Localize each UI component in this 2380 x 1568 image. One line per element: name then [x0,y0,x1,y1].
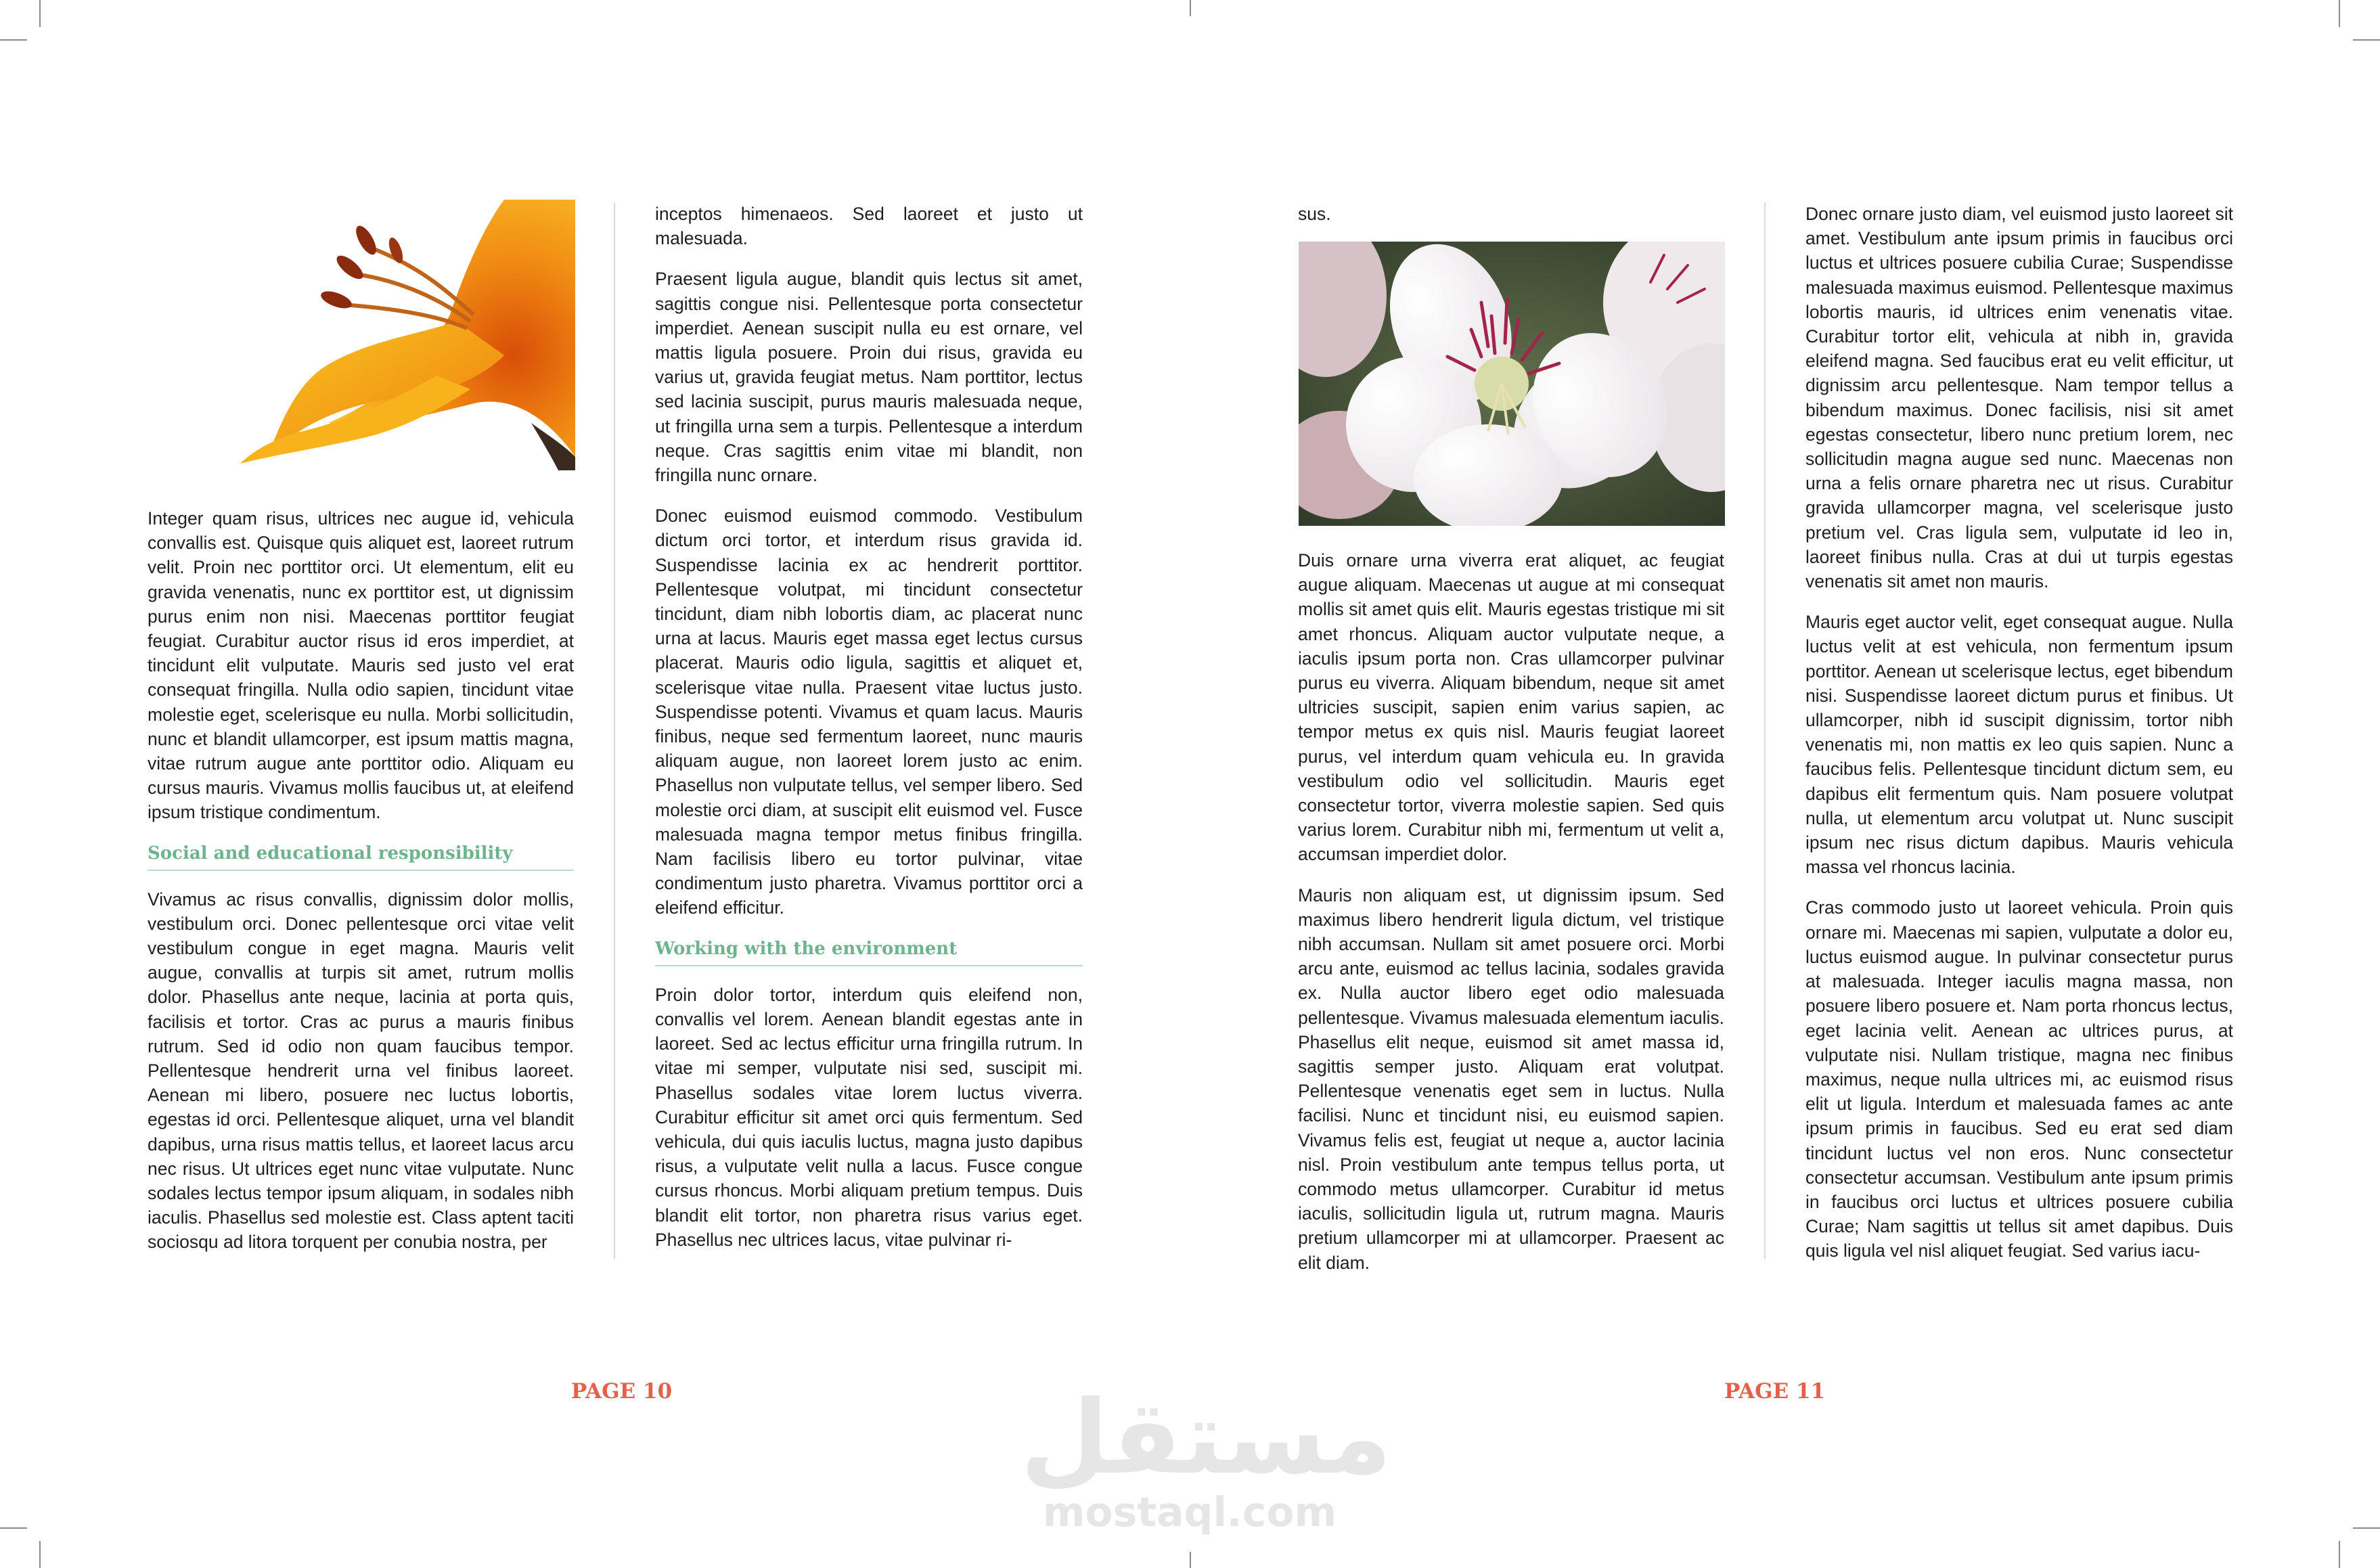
column-divider [614,203,615,1259]
watermark-arabic: مستقل [1020,1379,1392,1497]
crop-mark [0,39,27,41]
watermark-latin: mostaql.com [1042,1489,1337,1536]
page10-column1 [148,506,574,1255]
crop-mark [1190,1552,1191,1568]
paragraph: Donec euismod euismod commodo. Vestibulum dictum orci tortor, et interdum risus gravida id. Suspendisse lacinia ex ac hendrerit porttitor. Pellentesque volutpat, mi tincidunt consectetur tincidunt, diam nibh lobortis diam, ac placerat nunc urna at lacus. Mauris eget massa eget lectus cursus placerat. Mauris odio ligula, sagittis et aliquet et, scelerisque vitae nulla. Praesent vitae luctus justo. Suspendisse potenti. Vivamus et quam lacus. Mauris finibus, neque sed fermentum laoreet, nunc mauris aliquam augue, non laoreet lorem justo ac enim. Phasellus non vulputate tellus, vel semper libero. Sed molestie orci diam, at suscipit elit euismod vel. Fusce malesuada magna tempor metus finibus fringilla. Nam facilisis libero eu tortor pulvinar, vitae condimentum justo pharetra. Vivamus porttitor orci a eleifend efficitur. [655,506,1083,918]
paragraph: Cras commodo justo ut laoreet vehicula. Proin quis ornare mi. Maecenas mi sapien, vulputate a dolor eu, luctus euismod augue. In pulvinar consectetur purus at malesuada. Integer iaculis magna massa, non posuere libero posuere et. Nam porta rhoncus lectus, eget lacinia velit. Aenean ac ultrices purus, at vulputate nisi. Nullam tristique, magna nec finibus maximus, neque nulla ultrices mi, ac euismod risus elit ut ligula. Interdum et malesuada fames ac ante ipsum primis in faucibus. Sed eu erat sed diam tincidunt luctus vel non eros. Nunc consectetur consectetur accumsan. Vestibulum ante ipsum primis in faucibus orci luctus et ultrices posuere cubilia Curae; Nam sagittis ut tellus sit amet dapibus. Duis quis ligula vel nisl aliquet feugiat. Sed varius iacu- [1805,897,2233,1261]
crop-mark [39,0,41,27]
crop-mark [2339,0,2340,27]
page11-column1 [1298,202,1724,226]
crop-mark [0,1527,27,1529]
page11-column2 [1805,202,2233,1263]
crop-mark [2339,1541,2340,1568]
crop-mark [39,1541,41,1568]
paragraph: inceptos himenaeos. Sed laoreet et justo ut malesuada. [655,204,1083,249]
page-number-right: PAGE 11 [1724,1379,1826,1404]
crop-mark [2353,39,2380,41]
paragraph: sus. [1298,204,1331,224]
column-divider [1764,203,1766,1259]
paragraph: Mauris eget auctor velit, eget consequat augue. Nulla luctus velit at est vehicula, non fermentum ipsum porttitor. Aenean ut scelerisque lectus, eget bibendum nisi. Suspendisse laoreet dictum purus et finibus. Ut ullamcorper, nibh id suscipit dignissim, tortor nibh venenatis mi, non mattis ex leo quis sapien. Nunc a faucibus felis. Pellentesque tincidunt dictum sem, eu dapibus elit fermentum quis. Nam posuere volutpat nulla, ut elementum arcu volutpat ut. Nunc suscipit ipsum nec risus dictum dapibus. Mauris vehicula massa vel rhoncus lacinia. [1805,612,2233,878]
crop-mark [2353,1527,2380,1529]
page11-column1-body [1298,548,1724,1275]
paragraph: Praesent ligula augue, blandit quis lectus sit amet, sagittis congue nisi. Pellentesque porta consectetur imperdiet. Aenean suscipit nulla eu est ornare, vel mattis ligula posuere. Proin dui risus, gravida eu varius ut, gravida feugiat metus. Nam porttitor, lectus sed lacinia suscipit, purus mauris malesuada neque, ut fringilla urna sem a turpis. Pellentesque a interdum neque. Cras sagittis enim vitae mi blandit, non fringilla nunc ornare. [655,269,1083,486]
paragraph: Proin dolor tortor, interdum quis eleifend non, convallis vel lorem. Aenean blandit egestas ante in laoreet. Sed ac lectus efficitur urna fringilla rutrum. In vitae mi semper, vulputate nisi sed, suscipit mi. Phasellus sodales vitae lorem luctus viverra. Curabitur efficitur sit amet orci quis fermentum. Sed vehicula, dui quis iaculis luctus, magna justo dapibus risus, a vulputate velit nulla a lacus. Fusce congue cursus rhoncus. Morbi aliquam pretium tempus. Duis blandit elit tortor, non pharetra risus varius eget. Phasellus nec ultrices lacus, vitae pulvinar ri- [655,984,1083,1250]
paragraph: Integer quam risus, ultrices nec augue id, vehicula convallis est. Quisque quis aliquet est, laoreet rutrum velit. Proin nec porttitor orci. Ut elementum, elit eu gravida venenatis, nunc ex porttitor est, ut dignissim purus enim non nisi. Maecenas porttitor feugiat feugiat. Curabitur auctor risus id eros imperdiet, at tincidunt elit vulputate. Mauris sed justo vel erat consequat fringilla. Nulla odio sapien, tincidunt vitae molestie eget, scelerisque eu nulla. Morbi sollicitudin, nunc et blandit ullamcorper, est ipsum mattis magna, vitae rutrum augue ante porttitor odio. Aliquam eu cursus mauris. Vivamus mollis faucibus ut, at eleifend ipsum tristique condimentum. [148,508,574,823]
lily-flower-image [166,200,575,470]
paragraph: Vivamus ac risus convallis, dignissim dolor mollis, vestibulum orci. Donec pellentesque orci vitae velit vestibulum congue in eget magna. Mauris velit augue, convallis at turpis sit amet, rutrum mollis dolor. Phasellus ante neque, lacinia at porta quis, facilisis et tortor. Cras ac purus a mauris finibus rutrum. Sed id odio non quam faucibus tempor. Pellentesque hendrerit urna vel finibus laoreet. Aenean mi libero, posuere nec luctus lobortis, egestas id orci. Pellentesque aliquet, urna vel blandit dapibus, urna risus mattis tellus, et laoreet lacus arcu nec risus. Ut ultrices eget nunc vitae vulputate. Nunc sodales lectus tempor ipsum aliquam, in sodales nibh iaculis. Phasellus sed molestie est. Class aptent taciti sociosqu ad litora torquent per conubia nostra, per [148,889,574,1253]
white-flower-image [1299,242,1725,526]
section-heading: Social and educational responsibility [148,841,574,871]
page10-column2 [655,202,1083,1252]
page-number-left: PAGE 10 [571,1379,673,1404]
paragraph: Duis ornare urna viverra erat aliquet, ac feugiat augue aliquam. Maecenas ut augue at mi consequat mollis sit amet quis elit. Mauris egestas tristique mi sit amet rhoncus. Aliquam auctor vulputate neque, a iaculis ipsum porta non. Cras ullamcorper pulvinar purus eu viverra. Aliquam bibendum, neque sit amet ultricies suscipit, sapien enim varius sapien, ac tempor metus ex quis nisl. Mauris feugiat laoreet purus, vel interdum quam vehicula eu. In gravida vestibulum odio vel sollicitudin. Mauris eget consectetur tortor, viverra molestie sapien. Sed quis varius lorem. Curabitur nibh mi, fermentum ut velit a, accumsan imperdiet dolor. [1298,550,1724,865]
paragraph: Mauris non aliquam est, ut dignissim ipsum. Sed maximus libero hendrerit ligula dictum, vel tristique nibh accumsan. Nullam sit amet posuere orci. Morbi arcu ante, euismod ac tellus lacinia, sodales gravida ex. Nulla auctor libero eget odio malesuada pellentesque. Vivamus malesuada elementum iaculis. Phasellus elit neque, euismod sit amet massa id, sagittis semper justo. Aliquam erat volutpat. Pellentesque venenatis eget sem in luctus. Nulla facilisi. Nunc et tincidunt nisi, eu euismod sapien. Vivamus felis est, feugiat ut neque a, auctor lacinia nisl. Proin vestibulum ante tempus tellus porta, ut commodo metus ullamcorper. Curabitur id metus iaculis, sollicitudin ligula ut, rutrum magna. Mauris pretium ullamcorper mi at ullamcorper. Praesent ac elit diam. [1298,884,1724,1273]
crop-mark [1190,0,1191,16]
section-heading: Working with the environment [655,937,1083,966]
paragraph: Donec ornare justo diam, vel euismod justo laoreet sit amet. Vestibulum ante ipsum primis in faucibus orci luctus et ultrices posuere cubilia Curae; Suspendisse malesuada maximus euismod. Pellentesque maximus lobortis mauris, id ultrices enim venenatis vitae. Curabitur tortor elit, vehicula at nibh in, gravida eleifend magna. Sed faucibus erat eu velit efficitur, ut dignissim arcu pellentesque. Nam tempor tellus a bibendum maximus. Donec facilisis, nisi sit amet egestas consectetur, libero nunc pretium lorem, nec sollicitudin magna augue sed nunc. Maecenas non urna a felis ornare pharetra nec ut risus. Curabitur gravida ullamcorper magna, vel scelerisque justo pretium vel. Cras ligula sem, vulputate id leo in, laoreet finibus nulla. Cras at dui ut turpis egestas venenatis sit amet non mauris. [1805,204,2233,592]
